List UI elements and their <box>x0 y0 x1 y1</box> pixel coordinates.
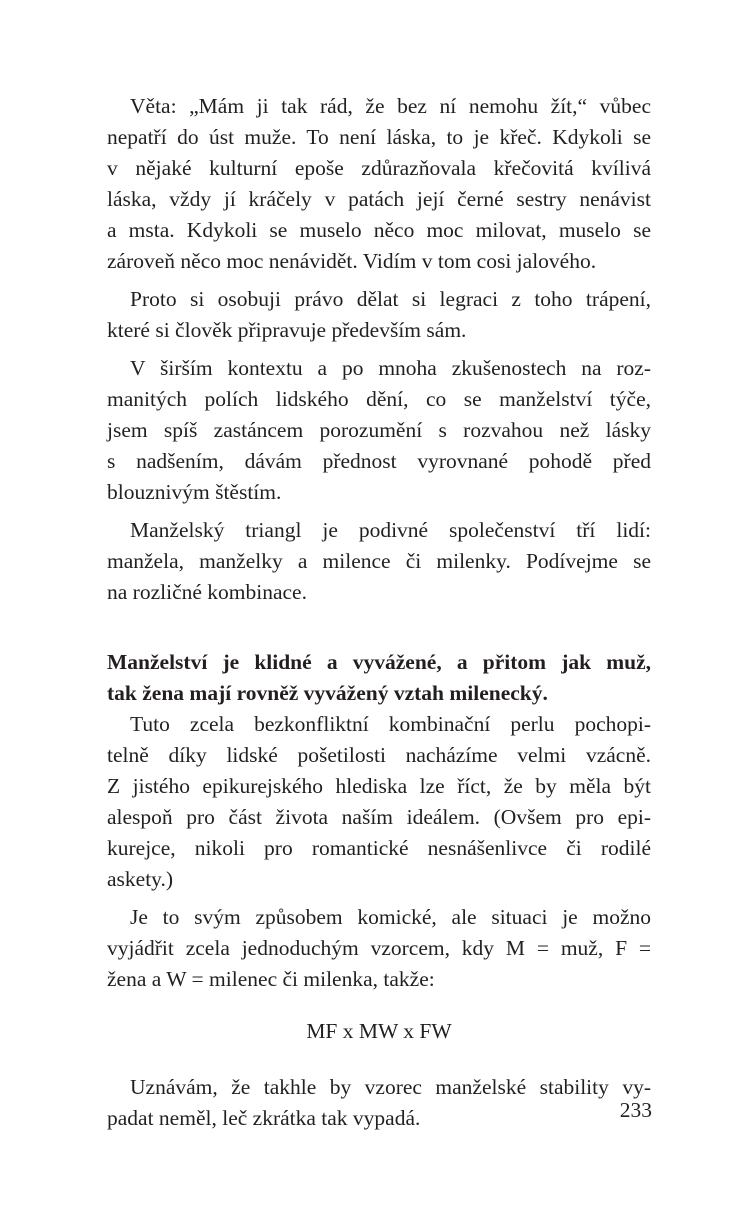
paragraph-5 <box>107 709 651 895</box>
text-line: Z jistého epikurejského hlediska lze říct, že by měla být <box>107 774 651 798</box>
text-line: manžela, manželky a milence či milenky. Podívejme se <box>107 549 651 573</box>
formula <box>107 1016 651 1047</box>
text-line: Uznávám, že takhle by vzorec manželské stability vy- <box>130 1075 651 1099</box>
heading-line: Manželství je klidné a vyvážené, a přitom jak muž, <box>107 650 651 674</box>
paragraph-2 <box>107 284 651 346</box>
text-line: jsem spíš zastáncem porozumění s rozvahou než lásky <box>107 418 651 442</box>
text-line: Věta: „Mám ji tak rád, že bez ní nemohu žít,“ vůbec <box>130 94 651 118</box>
paragraph-1 <box>107 91 651 277</box>
section-heading <box>107 647 651 709</box>
text-line: v nějaké kulturní epoše zdůrazňovala křečovitá kvílivá <box>107 156 651 180</box>
text-line: žena a W = milenec či milenka, takže: <box>107 967 435 991</box>
text-line: láska, vždy jí kráčely v patách její černé sestry nenávist <box>107 187 651 211</box>
page-number: 233 <box>619 1098 652 1122</box>
text-line: V širším kontextu a po mnoha zkušenostech na roz- <box>130 356 651 380</box>
text-line: Tuto zcela bezkonfliktní kombinační perlu pochopi- <box>130 712 651 736</box>
text-line: Je to svým způsobem komické, ale situaci je možno <box>130 905 651 929</box>
text-line: Manželský triangl je podivné společenství tří lidí: <box>130 518 651 542</box>
text-line: alespoň pro část života naším ideálem. (Ovšem pro epi- <box>107 805 651 829</box>
text-line: manitých polích lidského dění, co se manželství týče, <box>107 387 651 411</box>
text-line: Proto si osobuji právo dělat si legraci z toho trápení, <box>130 287 651 311</box>
text-line: kurejce, nikoli pro romantické nesnášenlivce či rodilé <box>107 836 651 860</box>
formula-text: MF x MW x FW <box>306 1019 452 1043</box>
text-line: a msta. Kdykoli se muselo něco moc milovat, muselo se <box>107 218 651 242</box>
paragraph-3 <box>107 353 651 508</box>
text-line: blouznivým štěstím. <box>107 480 282 504</box>
text-line: na rozličné kombinace. <box>107 580 307 604</box>
paragraph-7 <box>107 1072 651 1134</box>
text-line: telně díky lidské pošetilosti nacházíme velmi vzácně. <box>107 743 651 767</box>
text-line: zároveň něco moc nenávidět. Vidím v tom cosi jalového. <box>107 249 597 273</box>
text-line: které si člověk připravuje především sám. <box>107 318 467 342</box>
paragraph-6 <box>107 902 651 995</box>
paragraph-4 <box>107 515 651 608</box>
text-line: nepatří do úst muže. To není láska, to je křeč. Kdykoli se <box>107 125 651 149</box>
text-line: padat neměl, leč zkrátka tak vypadá. <box>107 1106 421 1130</box>
text-line: s nadšením, dávám přednost vyrovnané pohodě před <box>107 449 651 473</box>
book-page <box>107 91 651 1141</box>
text-line: askety.) <box>107 867 174 891</box>
text-line: vyjádřit zcela jednoduchým vzorcem, kdy M = muž, F = <box>107 936 651 960</box>
heading-line: tak žena mají rovněž vyvážený vztah milenecký. <box>107 681 548 705</box>
